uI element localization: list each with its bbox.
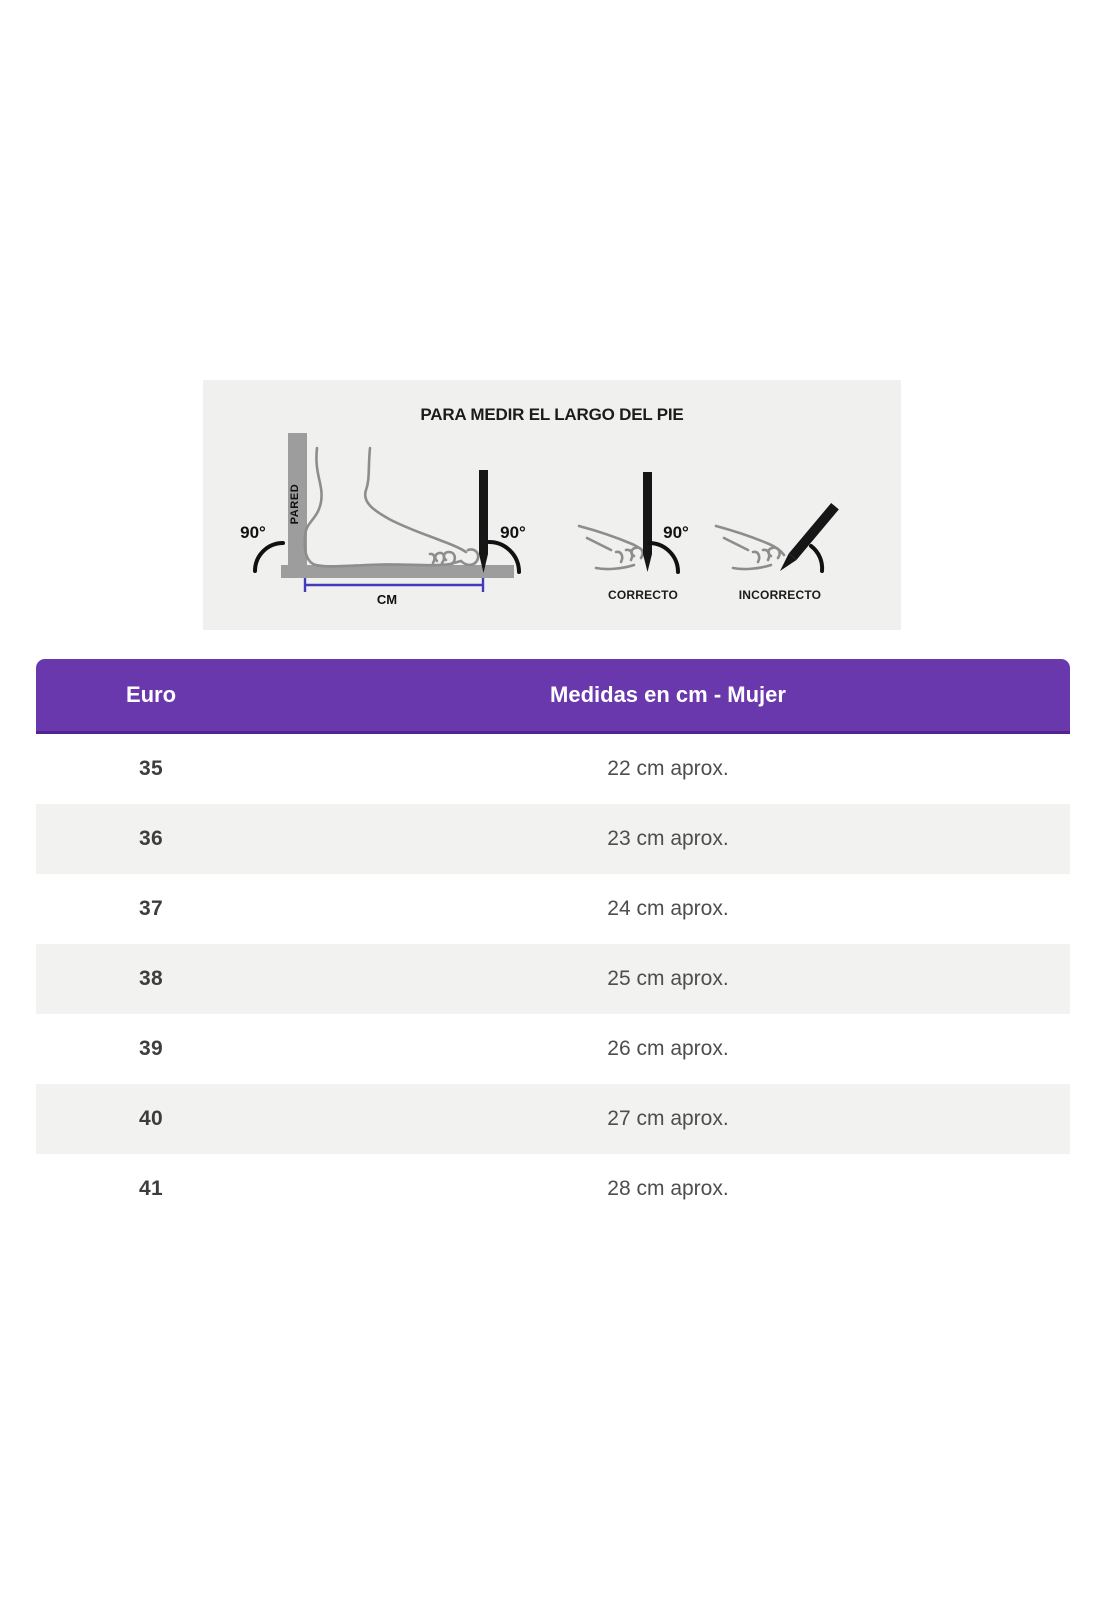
guide-title: PARA MEDIR EL LARGO DEL PIE [420, 405, 684, 424]
header-euro: Euro [125, 682, 177, 707]
cell-euro: 40 [139, 1107, 163, 1130]
correct-pencil-icon [643, 472, 652, 572]
angle-left-label: 90° [240, 523, 266, 542]
pared-label: PARED [289, 483, 301, 525]
size-table-header [36, 659, 1070, 734]
table-row [36, 734, 1070, 804]
cm-measure-line [305, 578, 483, 592]
cell-euro: 35 [139, 757, 163, 780]
table-row [36, 1154, 1070, 1224]
cell-cm: 26 cm aprox. [607, 1037, 729, 1060]
correcto-label: CORRECTO [607, 588, 679, 602]
cm-label: CM [376, 592, 398, 607]
measuring-pencil-icon [479, 470, 488, 573]
incorrect-arc [811, 546, 822, 571]
size-table [36, 659, 1070, 1224]
table-row [36, 944, 1070, 1014]
angle-right-label: 90° [500, 523, 526, 542]
cell-cm: 22 cm aprox. [607, 757, 729, 780]
incorrect-diagram [716, 503, 839, 602]
header-medidas: Medidas en cm - Mujer [550, 682, 786, 707]
table-row [36, 1014, 1070, 1084]
foot-outline [305, 448, 478, 566]
correct-diagram [579, 472, 689, 602]
angle-correct-label: 90° [663, 523, 689, 542]
foot-toes-outline [579, 526, 647, 569]
table-row [36, 874, 1070, 944]
cell-euro: 36 [139, 827, 163, 850]
incorrect-pencil-icon [777, 503, 839, 575]
measuring-guide-panel [203, 380, 901, 630]
cell-euro: 41 [139, 1177, 163, 1200]
foot-toes-outline-2 [716, 526, 784, 569]
cell-cm: 28 cm aprox. [607, 1177, 729, 1200]
table-row [36, 804, 1070, 874]
cell-euro: 37 [139, 897, 163, 920]
cell-euro: 38 [139, 967, 163, 990]
foot-measure-diagram [240, 433, 526, 607]
measuring-guide-illustration [203, 380, 901, 630]
cell-cm: 23 cm aprox. [607, 827, 729, 850]
cell-cm: 24 cm aprox. [607, 897, 729, 920]
angle-left-arc [255, 543, 283, 571]
incorrecto-label: INCORRECTO [738, 588, 822, 602]
cell-cm: 27 cm aprox. [607, 1107, 729, 1130]
floor-bar [281, 565, 514, 578]
cell-euro: 39 [139, 1037, 163, 1060]
angle-correct-arc [649, 543, 678, 572]
cell-cm: 25 cm aprox. [607, 967, 729, 990]
table-row [36, 1084, 1070, 1154]
